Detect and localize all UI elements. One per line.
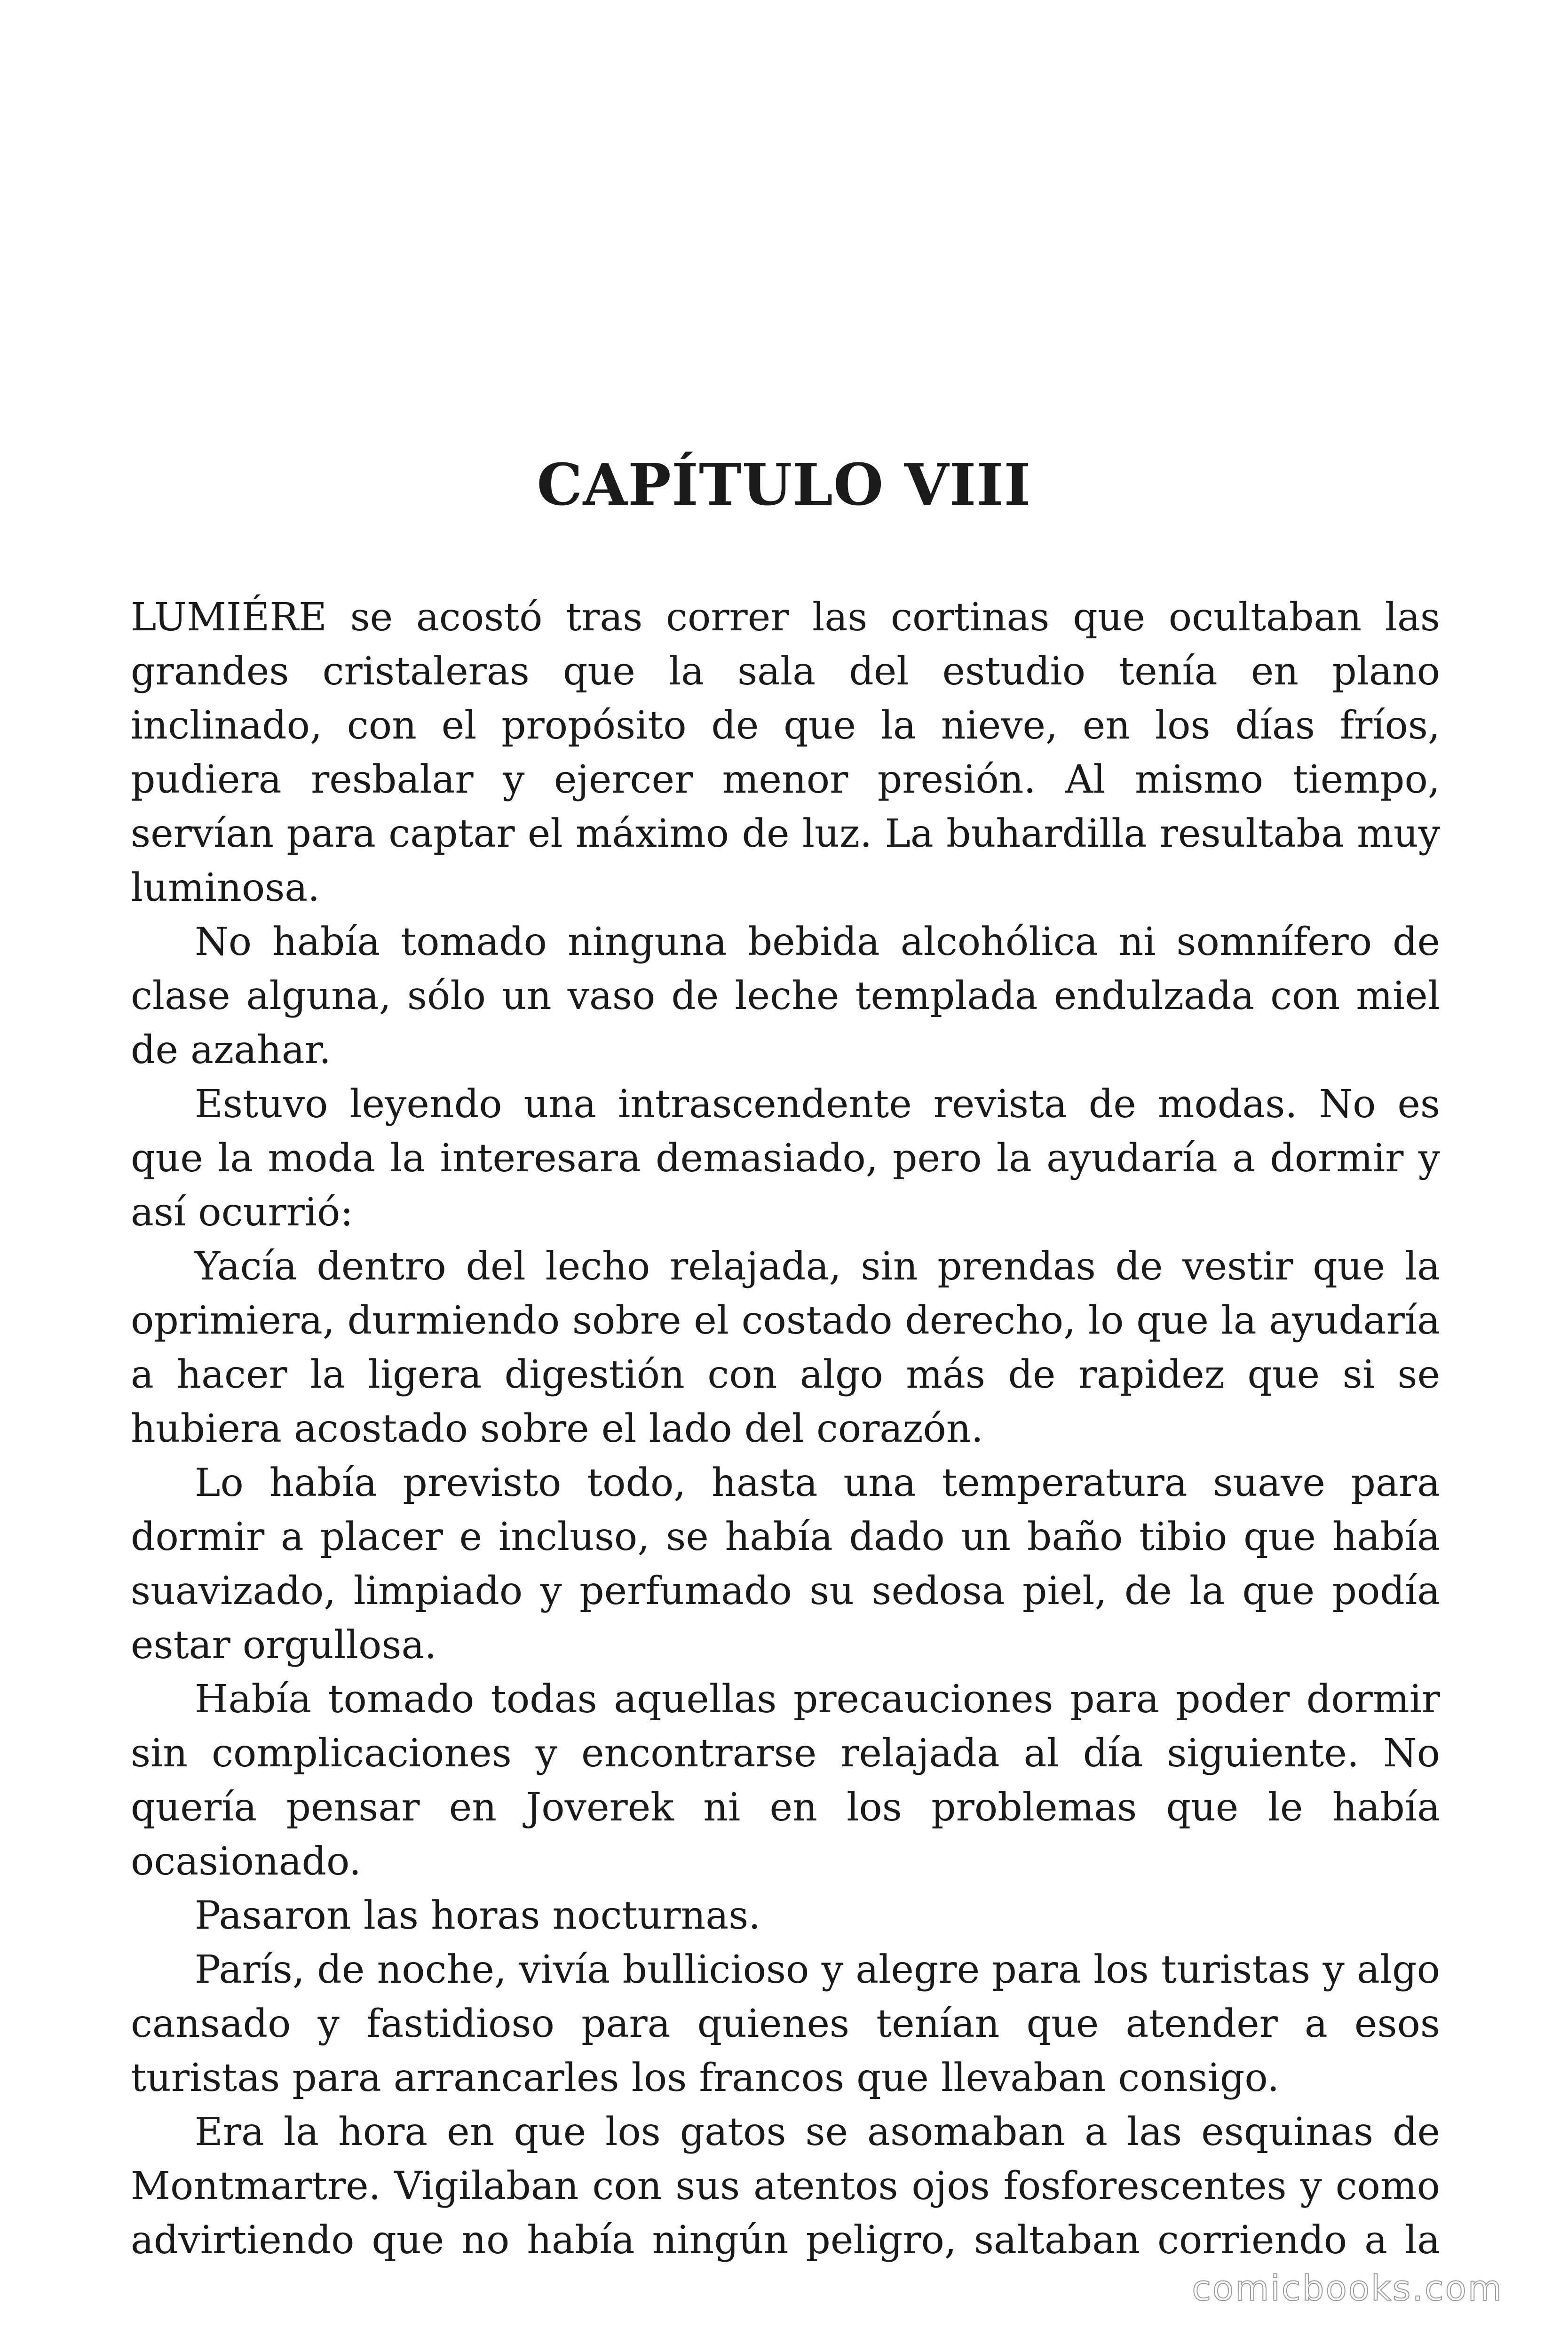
paragraph: Yacía dentro del lecho relajada, sin prendas de vestir que la oprimiera, durmiendo sobre el costado derecho, lo que la ayudaría a hacer la ligera digestión con algo más de rapidez que si se hubiera acostado sobre el lado del corazón. <box>131 1244 1440 1451</box>
paragraph: LUMIÉRE se acostó tras correr las cortinas que ocultaban las grandes cristaleras que la sala del estudio tenía en plano inclinado, con el propósito de que la nieve, en los días fríos, pudiera resbalar y ejercer menor presión. Al mismo tiempo, servían para captar el máximo de luz. La buhardilla resultaba muy luminosa. <box>131 595 1440 910</box>
paragraph: Pasaron las horas nocturnas. <box>195 1893 761 1938</box>
chapter-title: CAPÍTULO VIII <box>537 451 1031 518</box>
watermark: comicbooks.com <box>1192 2268 1503 2309</box>
paragraph: Estuvo leyendo una intrascendente revista de modas. No es que la moda la interesara demasiado, pero la ayudaría a dormir y así ocurrió: <box>131 1082 1440 1235</box>
paragraph-last: Era la hora en que los gatos se asomaban a las esquinas de Montmartre. Vigilaban con sus atentos ojos fosforescentes y como advirtiendo que no había ningún peligro, saltaban corriendo a la <box>131 2110 1440 2263</box>
paragraph: Había tomado todas aquellas precauciones para poder dormir sin complicaciones y encontrarse relajada al día siguiente. No quería pensar en Joverek ni en los problemas que le había ocasionado. <box>131 1677 1440 1884</box>
paragraph: Lo había previsto todo, hasta una temperatura suave para dormir a placer e incluso, se había dado un baño tibio que había suavizado, limpiado y perfumado su sedosa piel, de la que podía estar orgullosa. <box>131 1461 1440 1668</box>
body-text <box>131 590 1440 2267</box>
paragraph: París, de noche, vivía bullicioso y alegre para los turistas y algo cansado y fastidioso para quienes tenían que atender a esos turistas para arrancarles los francos que llevaban consigo. <box>131 1947 1440 2100</box>
paragraph: No había tomado ninguna bebida alcohólica ni somnífero de clase alguna, sólo un vaso de leche templada endulzada con miel de azahar. <box>131 920 1440 1073</box>
